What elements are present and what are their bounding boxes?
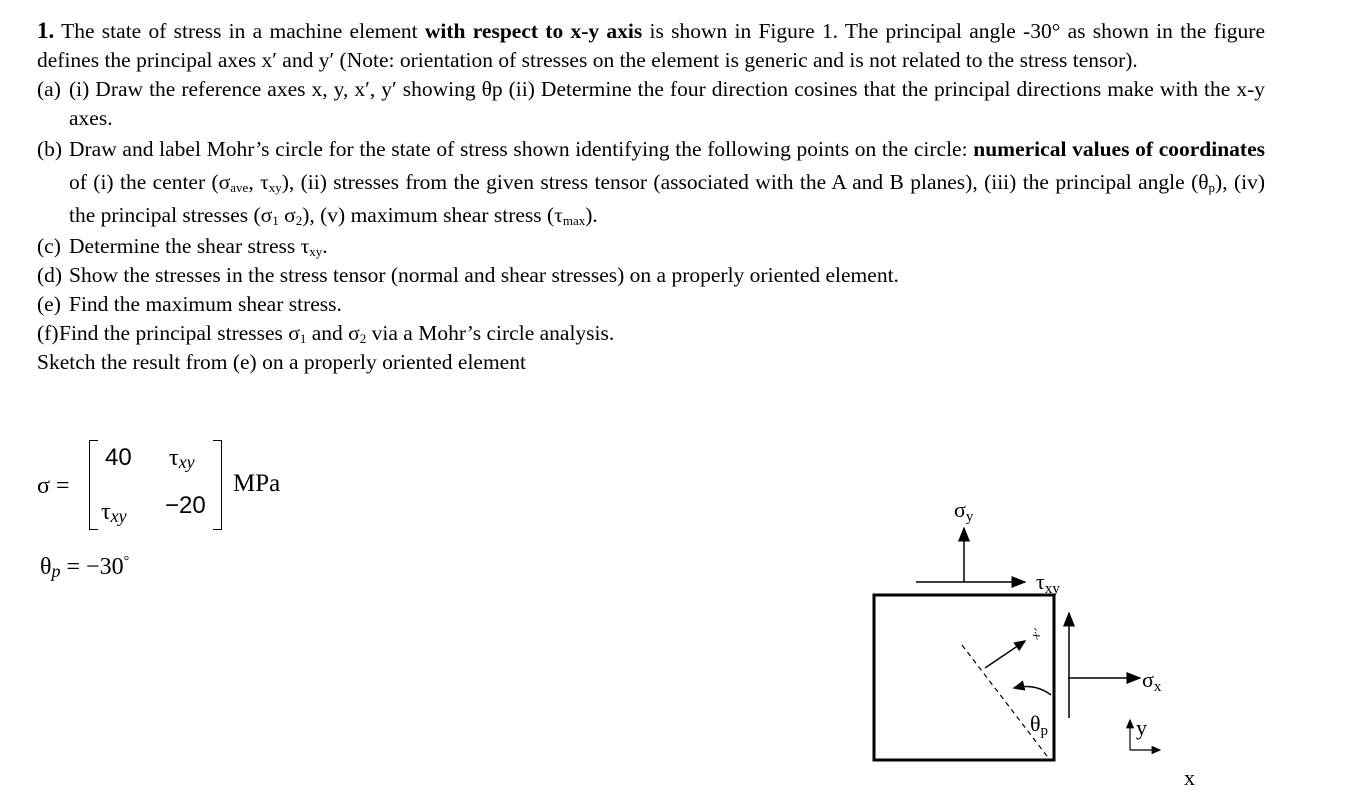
part-e <box>37 290 1265 319</box>
sub-1: 1 <box>272 213 279 228</box>
part-b-text-7: ), (v) maximum shear stress (τ <box>302 203 563 227</box>
matrix-a21 <box>101 498 127 526</box>
tau-sub: xy <box>178 452 195 472</box>
part-c-text: Determine the shear stress τ <box>69 234 310 258</box>
matrix-a11: 40 <box>105 444 132 471</box>
part-b-text-4: ), (ii) stresses from the given stress tensor (associated with the A and B planes), (iii) the principal angle (θ <box>281 170 1209 194</box>
part-f-text: Find the principal stresses σ <box>59 321 300 345</box>
intro-bold: with respect to x-y axis <box>424 19 643 43</box>
label-theta-p <box>1030 711 1049 739</box>
problem-number: 1. <box>37 18 55 43</box>
problem-intro <box>37 16 1265 75</box>
tau-symbol: τ <box>169 445 179 471</box>
label-sigma-y <box>954 497 974 525</box>
intro-text: The state of stress in a machine element <box>54 19 425 43</box>
part-f-sub-2: 2 <box>359 331 367 346</box>
part-e-text: Find the maximum shear stress. <box>69 292 342 316</box>
part-b-text-3: , τ <box>248 170 269 194</box>
part-a-text: (i) Draw the reference axes x, y, x′, y′ showing θp (ii) Determine the four direction cosines that the principal directions make with the x-y axes. <box>69 77 1265 130</box>
part-b-text-2: of (i) the center (σ <box>69 170 231 194</box>
part-b-label: (b) <box>37 137 63 161</box>
theta-sub: p <box>51 561 61 581</box>
label-tau-xy <box>1036 569 1060 597</box>
part-b-bold: numerical values of coordinates <box>973 137 1265 161</box>
sub-p: p <box>1208 180 1216 195</box>
label-x-prime: x′ <box>1027 626 1045 642</box>
part-b-text: Draw and label Mohr’s circle for the state of stress shown identifying the following points on the circle: <box>69 137 974 161</box>
tau-sub: xy <box>1044 581 1060 597</box>
tau-symbol: τ <box>101 499 111 525</box>
part-b-text-8: ). <box>585 203 598 227</box>
part-c <box>37 232 1265 261</box>
sub-2: 2 <box>295 213 303 228</box>
theta-value: = −30 <box>66 554 124 580</box>
sigma-equals: σ = <box>37 473 70 499</box>
sigma-sub: y <box>965 509 974 525</box>
unit-mpa: MPa <box>233 470 281 497</box>
matrix-a22: −20 <box>165 492 206 519</box>
part-d-label: (d) <box>37 263 63 287</box>
part-b-text-6: σ <box>278 203 296 227</box>
stress-element-diagram <box>840 490 1220 800</box>
matrix-a12 <box>169 444 195 472</box>
sigma-symbol: σ <box>954 497 966 522</box>
degree-symbol: ° <box>123 554 130 569</box>
sigma-symbol: σ <box>1142 667 1154 692</box>
x-prime-arrow <box>985 641 1025 668</box>
part-d <box>37 261 1265 290</box>
part-f-label: (f) <box>37 321 59 345</box>
label-sigma-x <box>1142 667 1162 695</box>
part-c-label: (c) <box>37 234 61 258</box>
stress-matrix <box>37 436 337 606</box>
theta-symbol: θ <box>1030 711 1041 736</box>
sigma-sub: x <box>1153 679 1162 695</box>
part-b <box>37 133 1265 232</box>
part-f <box>37 319 1265 348</box>
label-axis-y: y <box>1136 715 1147 740</box>
part-c-sub: xy <box>309 244 323 259</box>
part-a <box>37 75 1265 133</box>
part-d-text: Show the stresses in the stress tensor (normal and shear stresses) on a properly oriented element. <box>69 263 899 287</box>
part-b-text-5: ), (iv) the principal stresses (σ <box>69 170 1266 227</box>
sub-max: max <box>562 213 586 228</box>
intro-text-2: is shown in Figure 1. The principal angle -30° as shown in the figure defines the principal axes x′ and y′ (Note: orientation of stresses on the element is generic and is not related to the stress tensor). <box>37 19 1265 72</box>
principal-angle <box>40 548 129 581</box>
theta-sub: p <box>1040 723 1049 739</box>
theta-p-arc <box>1014 687 1051 695</box>
part-e-label: (e) <box>37 292 61 316</box>
theta-symbol: θ <box>40 554 52 580</box>
part-f-sub-1: 1 <box>299 331 307 346</box>
matrix-right-bracket <box>213 440 222 530</box>
part-f-text-2: and σ <box>306 321 360 345</box>
label-axis-x: x <box>1184 765 1195 790</box>
part-f-text-3: via a Mohr’s circle analysis. <box>366 321 615 345</box>
tau-symbol: τ <box>1036 569 1045 594</box>
figure-1 <box>840 490 1220 800</box>
sub-xy: xy <box>268 180 282 195</box>
stress-element <box>874 595 1054 760</box>
part-c-end: . <box>322 234 328 258</box>
sub-ave: ave <box>230 180 249 195</box>
sketch-instruction: Sketch the result from (e) on a properly oriented element <box>37 350 526 374</box>
part-a-label: (a) <box>37 77 61 101</box>
problem-statement <box>37 16 1265 377</box>
tau-sub: xy <box>110 506 127 526</box>
principal-plane-line <box>962 645 1050 760</box>
matrix-left-bracket <box>89 440 98 530</box>
